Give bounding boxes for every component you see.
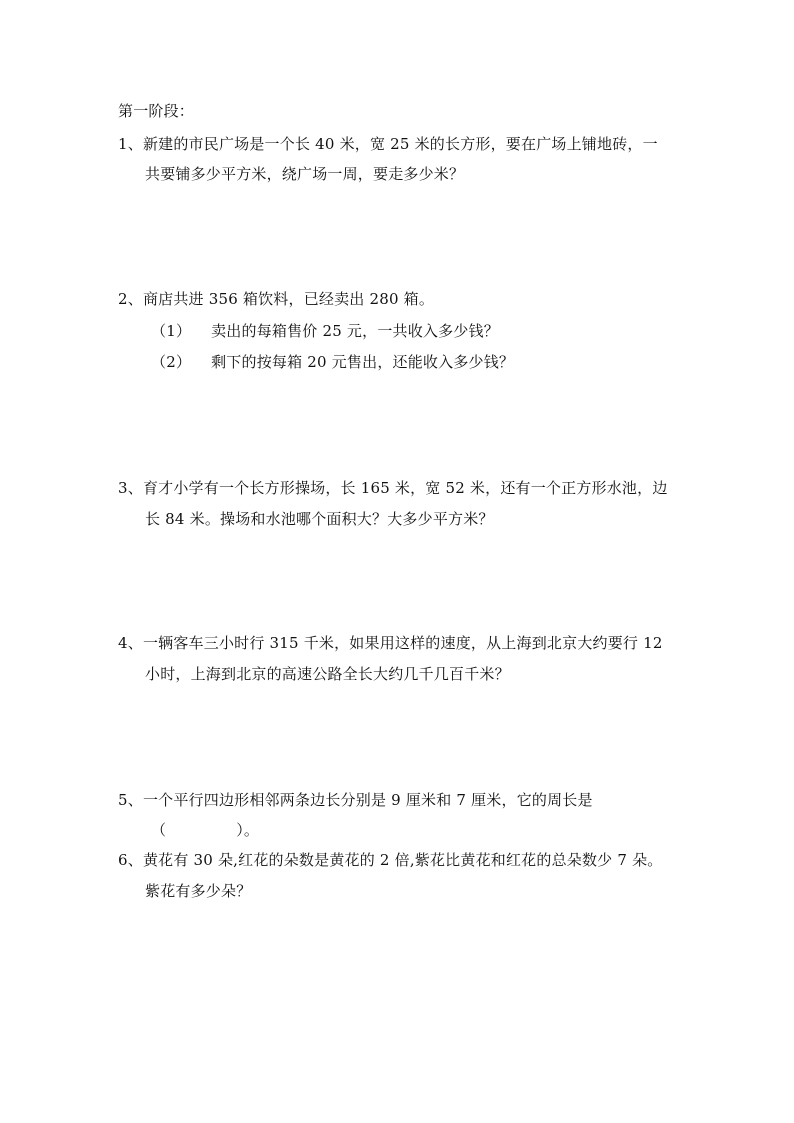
sub-item-marker: （1） — [151, 322, 192, 340]
section-title: 第一阶段： — [118, 102, 195, 120]
question-1-line-1: 1、新建的市民广场是一个长 40 米，宽 25 米的长方形，要在广场上铺地砖，一 — [118, 135, 658, 153]
question-4-line-1: 4、一辆客车三小时行 315 千米，如果用这样的速度，从上海到北京大约要行 12 — [118, 634, 663, 652]
blank-close-paren: ）。 — [236, 821, 260, 839]
sub-item-text: 卖出的每箱售价 25 元，一共收入多少钱？ — [211, 322, 499, 340]
question-5-answer-blank — [151, 820, 259, 840]
question-3-line-1: 3、育才小学有一个长方形操场，长 165 米，宽 52 米，还有一个正方形水池，边 — [118, 479, 668, 497]
question-1-line-2: 共要铺多少平方米，绕广场一周，要走多少米？ — [145, 165, 465, 183]
question-2-line-1: 2、商店共进 356 箱饮料，已经卖出 280 箱。 — [118, 290, 435, 308]
blank-open-paren: （ — [151, 821, 167, 839]
sub-item-marker: （2） — [151, 353, 192, 371]
question-2-sub-item-1 — [151, 321, 499, 341]
question-4-line-2: 小时，上海到北京的高速公路全长大约几千几百千米？ — [145, 665, 510, 683]
question-6-line-2: 紫花有多少朵？ — [145, 882, 252, 900]
sub-item-text: 剩下的按每箱 20 元售出，还能收入多少钱？ — [211, 353, 515, 371]
question-2-sub-item-2 — [151, 352, 514, 372]
question-5-line-1: 5、一个平行四边形相邻两条边长分别是 9 厘米和 7 厘米，它的周长是 — [118, 791, 593, 809]
question-3-line-2: 长 84 米。操场和水池哪个面积大？大多少平方米？ — [145, 510, 494, 528]
question-6-line-1: 6、黄花有 30 朵,红花的朵数是黄花的 2 倍,紫花比黄花和红花的总朵数少 7 朵。 — [118, 851, 663, 869]
